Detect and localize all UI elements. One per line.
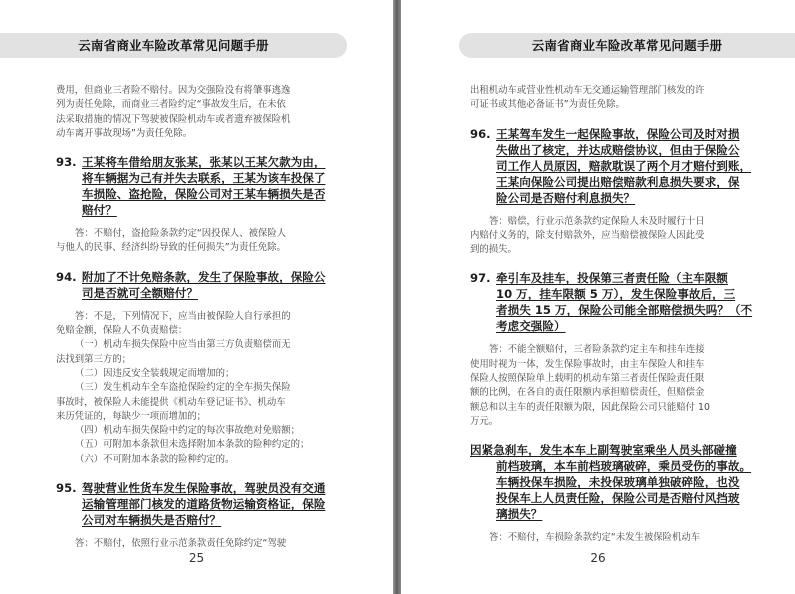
book-spine (393, 0, 401, 594)
answer-line: 答：赔偿，行业示范条款约定保险人未及时履行十日 (489, 215, 705, 227)
list-item: 法找到第三方的； (56, 353, 132, 365)
page-number: 26 (590, 551, 606, 565)
question-line: 运输管理部门核发的道路货物运输资格证，保险 (82, 497, 326, 512)
intro-line: 动车离开事故现场”为责任免除。 (56, 127, 193, 139)
answer-line: 万元。 (470, 415, 499, 427)
question-line: 车辆投保车损险，未投保玻璃单独破碎险，也没 (496, 475, 740, 490)
question-line: 驾驶营业性货车发生保险事故，驾驶员没有交通 (82, 481, 326, 496)
question-line: 牵引车及挂车，投保第三者责任险（主车限额 (496, 271, 728, 286)
question-line: 司是否就可全额赔付？ (82, 285, 198, 300)
question-line: 赔付？ (82, 203, 117, 218)
answer-line: 额总和以主车的责任限额为限，因此保险公司只能赔付 10 (470, 401, 710, 413)
right-content (401, 84, 795, 546)
question-number: 95. (56, 481, 77, 496)
answer-97 (470, 343, 745, 429)
left-header: 云南省商业车险改革常见问题手册 (0, 33, 347, 58)
list-item: （五）可附加本条款但未选择附加本条款的险种约定的； (75, 439, 310, 451)
answer-line: 答：不是，下列情况下，应当由被保险人自行承担的 (75, 310, 291, 322)
question-line: 考虑交强险） (496, 319, 566, 334)
question-line: 附加了不计免赔条款，发生了保险事故，保险公 (82, 269, 326, 284)
answer-line: 内赔付义务的，除支付赔款外，应当赔偿被保险人因此受 (470, 229, 705, 241)
answer-95: 答：不赔付，依照行业示范条款责任免除约定“驾驶 (75, 538, 287, 550)
question-line: 司工作人员原因，赔款耽误了两个月才赔付到账， (496, 158, 752, 173)
list-item: （四）机动车损失保险中约定的每次事故绝对免赔额； (75, 425, 301, 437)
question-line: 因紧急刹车，发生本车上副驾驶室乘坐人员头部碰撞 (470, 443, 737, 458)
question-number: 93. (56, 155, 77, 170)
answer-line: 答：不能全额赔付，三者险条款约定主车和挂车连接 (489, 344, 705, 356)
question-line: 王某将车借给朋友张某，张某以王某欠款为由， (82, 155, 326, 170)
question-line: 璃损失？ (496, 507, 543, 522)
question-line: 公司对车辆损失是否赔付？ (82, 513, 222, 528)
page-number: 25 (188, 551, 205, 565)
answer-line: 到的损失。 (470, 244, 517, 256)
question-line: 失做出了核定，并达成赔偿协议，但由于保险公 (496, 142, 740, 157)
answer-94 (56, 310, 335, 467)
list-item: （三）发生机动车全车盗抢保险约定的全车损失保险 (75, 382, 291, 394)
question-line: 10 万，挂车限额 5 万），发生保险事故后，三 (496, 287, 736, 302)
intro-line: 列为责任免除，而商业三者险约定“事故发生后，在未依 (56, 99, 286, 111)
question-96 (470, 126, 752, 206)
intro-line: 可证书或其他必备证书”为责任免除。 (470, 99, 625, 111)
left-intro (56, 84, 335, 141)
answer-line: 免赔金额，保险人不负责赔偿： (56, 325, 188, 337)
question-number: 94. (56, 269, 77, 284)
answer-93 (56, 227, 335, 256)
list-item: （六）不可附加本条款的险种约定的。 (75, 453, 235, 465)
list-item: （一）机动车损失保险中应当由第三方负责赔偿而无 (75, 339, 291, 351)
answer-98: 答：不赔付，车损险条款约定“未发生被保险机动车 (489, 532, 701, 544)
list-item: 事故时，被保险人未能提供《机动车登记证书》、机动车 (56, 396, 286, 408)
answer-96 (470, 215, 745, 258)
question-98 (470, 442, 752, 522)
answer-line: 额的比例，在各自的责任限额内承担赔偿责任，但赔偿金 (470, 387, 705, 399)
right-header: 云南省商业车险改革常见问题手册 (459, 33, 795, 58)
list-item: 来历凭证的，每缺少一项而增加的； (56, 410, 207, 422)
question-line: 王某驾车发生一起保险事故，保险公司及时对损 (496, 126, 740, 141)
intro-line: 法采取措施的情况下驾驶被保险机动车或者遗弃被保险机 (56, 113, 291, 125)
question-line: 车损险、盗抢险，保险公司对王某车辆损失是否 (82, 187, 326, 202)
answer-line: 保险人按照保险单上载明的机动车第三者责任保险责任限 (470, 373, 705, 385)
answer-line: 与他人的民事、经济纠纷导致的任何损失”为责任免除。 (56, 242, 286, 254)
question-line: 王某向保险公司提出赔偿赔款利息损失要求，保 (496, 174, 740, 189)
question-93 (56, 154, 335, 218)
left-content (0, 84, 393, 551)
question-97 (470, 270, 753, 334)
question-number: 97. (470, 271, 491, 286)
list-item: （二）因违反安全装载规定而增加的； (75, 367, 235, 379)
question-number: 96. (470, 126, 491, 141)
left-page (0, 0, 393, 594)
answer-line: 答：不赔付，盗抢险条款约定“因投保人、被保险人 (75, 228, 287, 240)
question-line: 险公司是否赔付利息损失？ (496, 190, 636, 205)
right-intro (470, 84, 745, 113)
question-line: 将车辆据为己有并失去联系，王某为该车投保了 (82, 171, 326, 186)
question-95 (56, 480, 335, 528)
right-page (401, 0, 795, 594)
intro-line: 出租机动车或营业性机动车无交通运输管理部门核发的许 (470, 85, 705, 96)
question-line: 投保车上人员责任险，保险公司是否赔付风挡玻 (496, 491, 740, 506)
question-line: 者损失 15 万，保险公司能全部赔偿损失吗？（不 (496, 303, 753, 318)
intro-line: 费用，但商业三者险不赔付。因为交强险没有将肇事逃逸 (56, 85, 291, 96)
answer-line: 使用时视为一体，发生保险事故时，由主车保险人和挂车 (470, 358, 705, 370)
question-94 (56, 269, 335, 301)
question-line: 前档玻璃，本车前档玻璃破碎，乘员受伤的事故。 (496, 459, 752, 474)
